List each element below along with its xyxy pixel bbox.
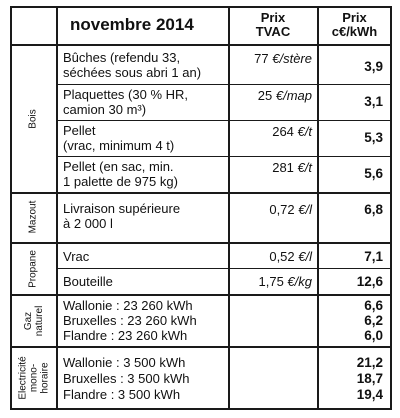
category-elec-line: horaire	[39, 362, 51, 394]
header-price-line: TVAC	[255, 24, 291, 39]
row-description-line: Plaquettes (30 % HR,	[63, 87, 189, 102]
row-price: 1,75 €/kg	[258, 274, 312, 289]
row-description	[63, 87, 188, 117]
divider-row	[57, 156, 392, 157]
header-price	[229, 11, 317, 39]
price-unit: €/map	[275, 88, 312, 103]
row-price: 0,72 €/l	[269, 202, 312, 217]
divider-header	[10, 44, 392, 46]
row-description	[63, 159, 178, 189]
header-unit-price	[319, 11, 390, 39]
divider-group	[10, 192, 392, 194]
price-table	[10, 6, 392, 410]
price-unit: €/t	[297, 160, 312, 175]
row-value-line: 6,6	[364, 298, 383, 313]
row-value-line: 19,4	[356, 387, 383, 402]
row-description-line: 1 palette de 975 kg)	[63, 174, 178, 189]
border-bottom	[10, 408, 392, 410]
row-value: 3,1	[364, 94, 383, 109]
border-top	[10, 6, 392, 8]
table-title: novembre 2014	[70, 15, 194, 34]
row-description-line: Flandre : 23 260 kWh	[63, 328, 188, 343]
category-gaz-line: Gaz	[23, 311, 34, 331]
row-description-line: Bruxelles : 23 260 kWh	[63, 313, 197, 328]
category-elec-line: Electricité	[17, 356, 29, 400]
row-description-line: Bûches (refendu 33,	[63, 50, 181, 65]
row-value: 7,1	[364, 249, 383, 264]
category-propane: Propane	[27, 250, 39, 288]
divider-group	[10, 294, 392, 296]
price-unit: €/l	[298, 249, 312, 264]
row-value	[319, 298, 383, 343]
row-price: 25 €/map	[257, 88, 312, 103]
row-description-line: Pellet (en sac, min.	[63, 159, 174, 174]
row-value-line: 6,0	[364, 328, 383, 343]
row-description	[63, 355, 189, 403]
category-gaz-line: naturel	[34, 305, 45, 337]
row-description	[63, 123, 174, 153]
divider-category	[56, 6, 58, 410]
header-unit-line: c€/kWh	[331, 24, 378, 39]
row-value-line: 6,2	[364, 313, 383, 328]
divider-row	[57, 84, 392, 85]
row-description-line: Flandre : 3 500 kWh	[63, 387, 181, 402]
price-unit: €/kg	[287, 274, 312, 289]
row-description	[63, 249, 89, 264]
divider-row	[57, 120, 392, 121]
row-value: 5,3	[364, 130, 383, 145]
row-description-line: séchées sous abri 1 an)	[63, 65, 202, 80]
row-description	[63, 274, 113, 289]
row-description-line: Livraison supérieure	[63, 201, 181, 216]
category-bois: Bois	[27, 109, 39, 129]
row-price: 281 €/t	[272, 160, 312, 175]
category-electricite	[18, 356, 51, 399]
row-description-line: Vrac	[63, 249, 90, 264]
row-description-line: Wallonie : 3 500 kWh	[63, 355, 186, 370]
row-value: 5,6	[364, 166, 383, 181]
row-value-line: 18,7	[356, 371, 383, 386]
price-unit: €/l	[298, 202, 312, 217]
row-value: 6,8	[364, 202, 383, 217]
category-mazout: Mazout	[27, 200, 39, 234]
border-right	[390, 6, 392, 410]
row-value	[319, 355, 383, 403]
row-description-line: Bouteille	[63, 274, 113, 289]
row-value: 3,9	[364, 59, 383, 74]
price-unit: €/stère	[272, 51, 312, 66]
row-description-line: à 2 000 l	[63, 216, 113, 231]
header-price-line: Prix	[260, 10, 286, 25]
row-description	[63, 298, 197, 343]
row-description-line: Wallonie : 23 260 kWh	[63, 298, 193, 313]
category-elec-line: mono-	[28, 363, 40, 393]
row-value: 12,6	[356, 274, 383, 289]
row-value-line: 21,2	[356, 355, 383, 370]
header-unit-line: Prix	[342, 10, 367, 25]
row-description-line: (vrac, minimum 4 t)	[63, 138, 175, 153]
row-description-line: Bruxelles : 3 500 kWh	[63, 371, 190, 386]
category-gaz	[23, 306, 45, 337]
row-description-line: camion 30 m³)	[63, 102, 147, 117]
divider-row	[57, 268, 392, 269]
row-price: 0,52 €/l	[269, 249, 312, 264]
row-description	[63, 50, 201, 80]
row-description	[63, 201, 180, 231]
price-unit: €/t	[297, 124, 312, 139]
row-price: 77 €/stère	[254, 51, 312, 66]
divider-group	[10, 346, 392, 348]
divider-group	[10, 242, 392, 244]
border-left	[10, 6, 12, 410]
row-description-line: Pellet	[63, 123, 96, 138]
row-price: 264 €/t	[272, 124, 312, 139]
